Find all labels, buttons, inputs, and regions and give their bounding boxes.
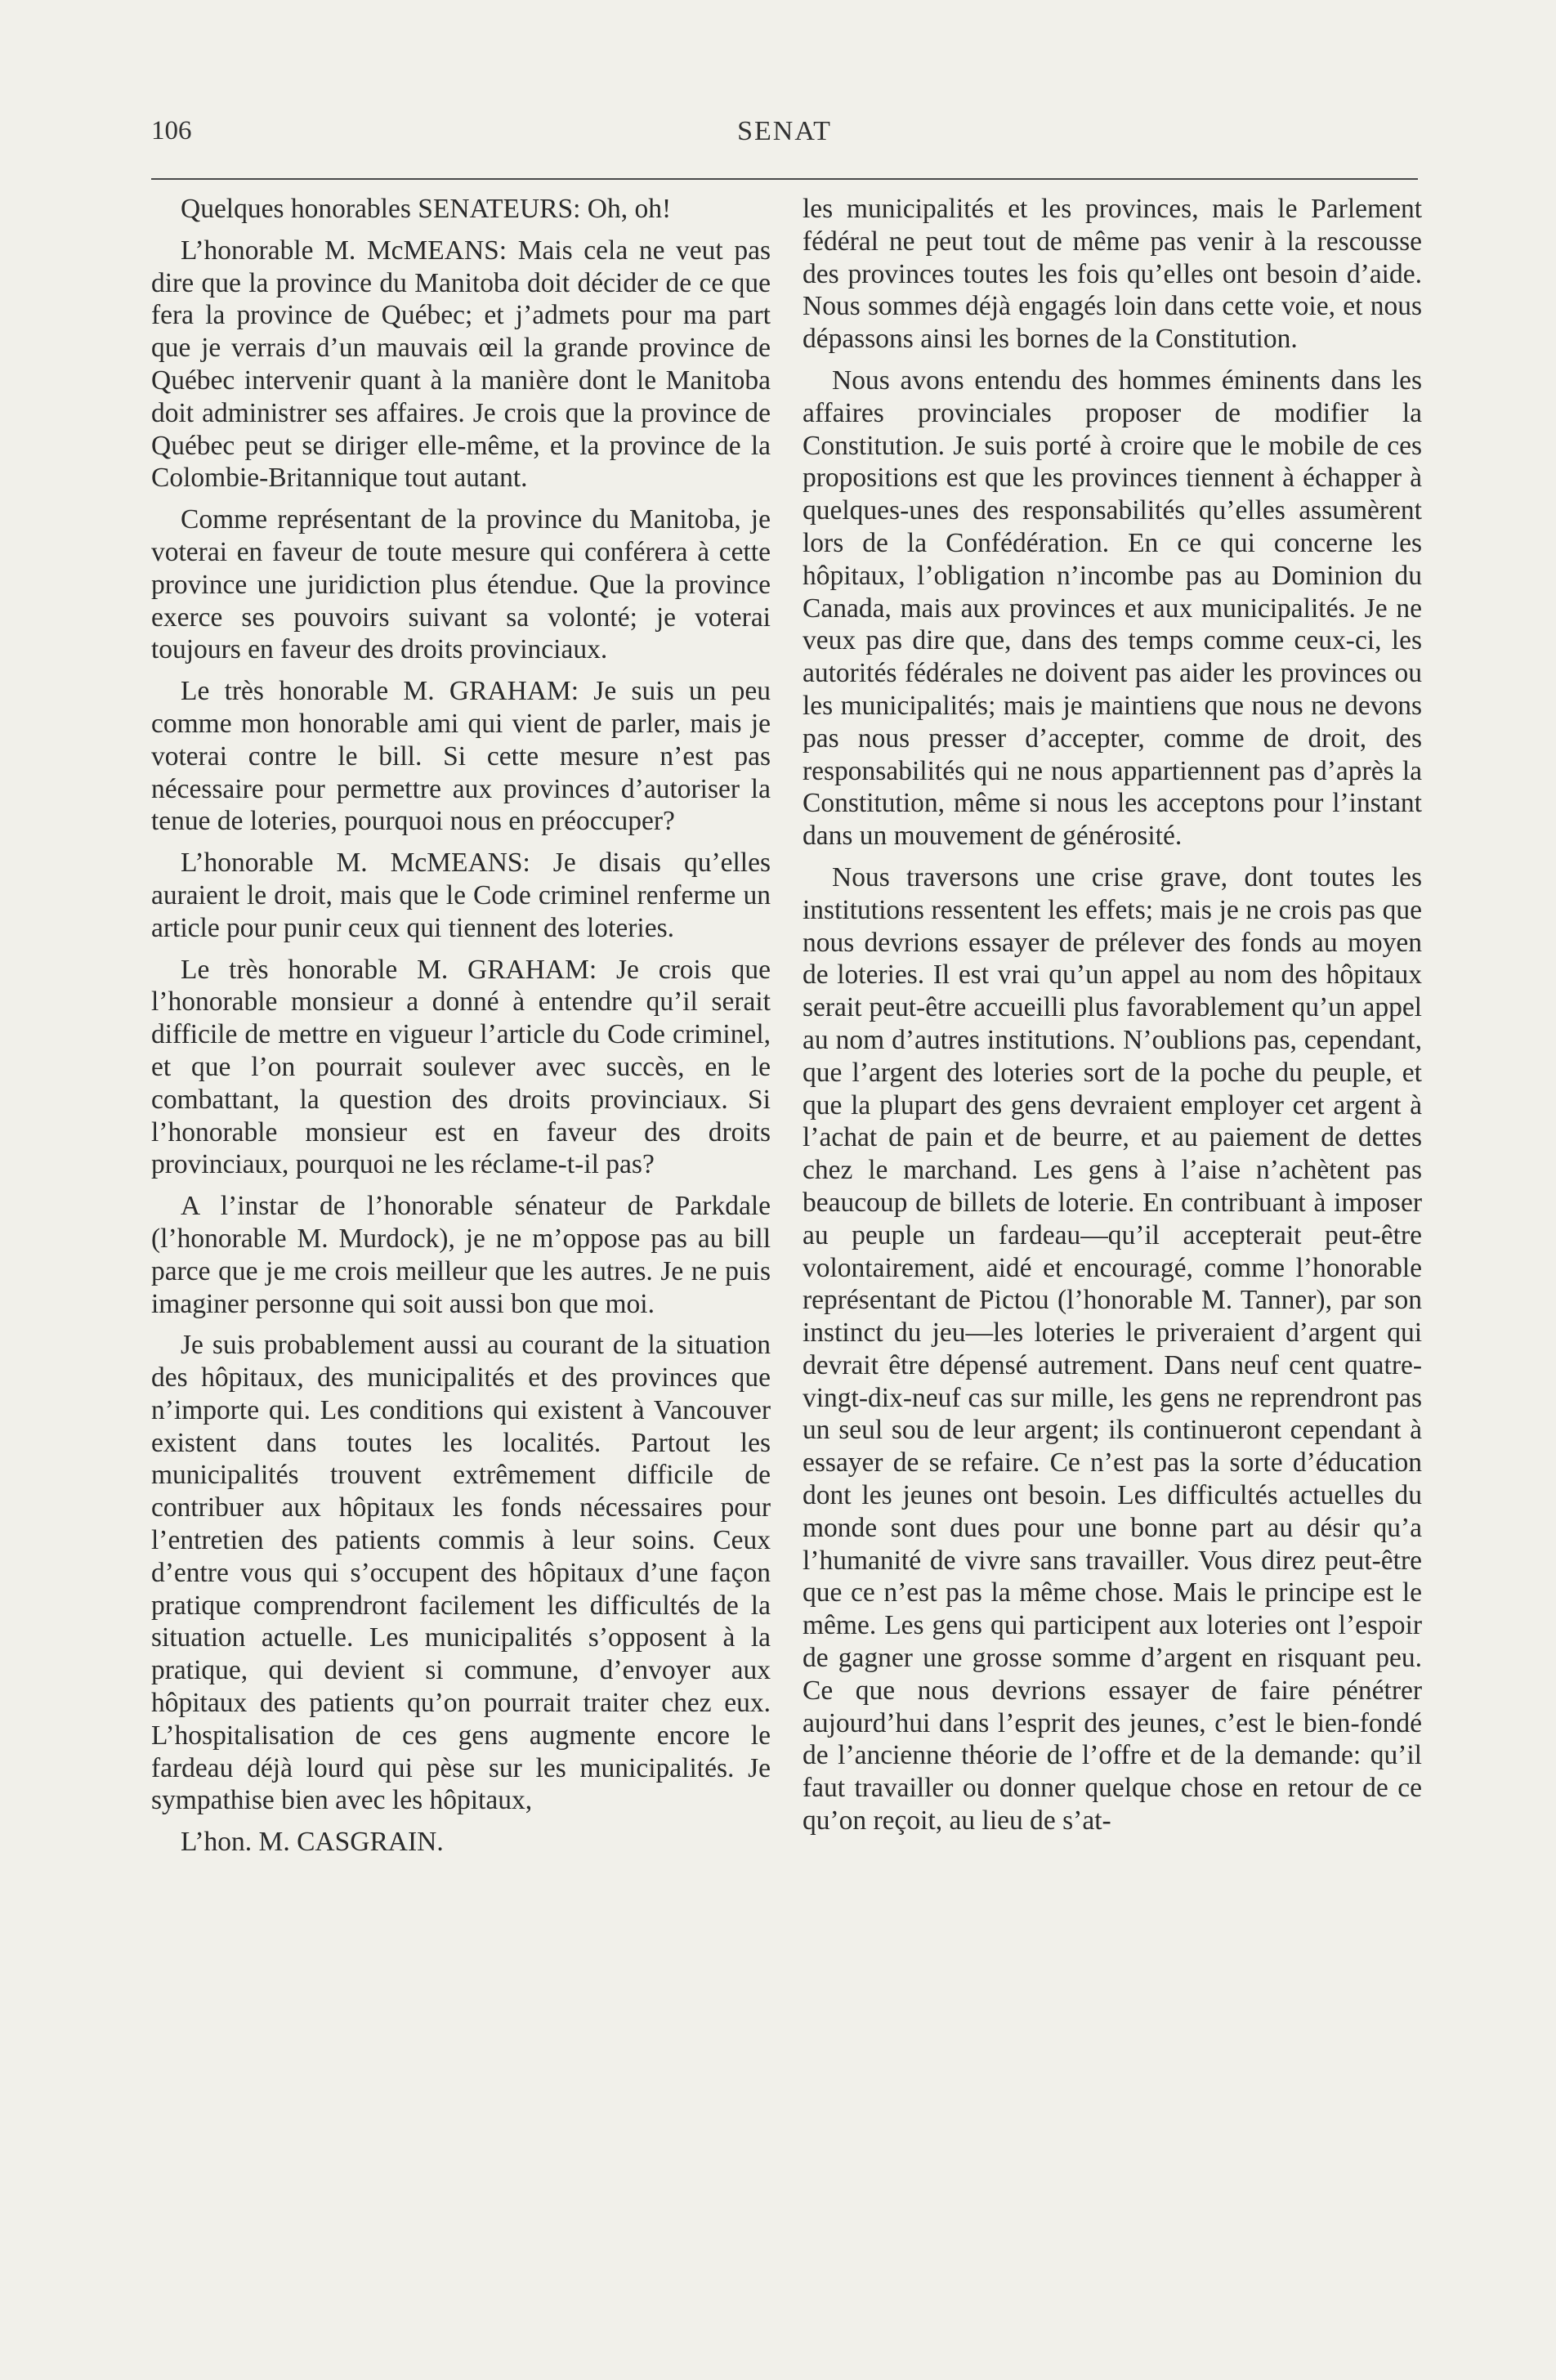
paragraph: Le très honorable M. GRAHAM: Je crois que l’honorable monsieur a donné à entendre qu’il serait difficile de mettre en vigueur l’article du Code criminel, et que l’on pourrait soulever avec succès, en le combattant, la question des droits provinciaux. Si l’honorable monsieur est en faveur des droits provinciaux, pourquoi ne les réclame-t-il pas? (151, 954, 771, 1180)
paragraph: Le très honorable M. GRAHAM: Je suis un peu comme mon honorable ami qui vient de parler, mais je voterai contre le bill. Si cette mesure n’est pas nécessaire pour permettre aux provinces d’autoriser la tenue de loteries, pourquoi nous en préoccuper? (151, 676, 771, 837)
paragraph: Quelques honorables SENATEURS: Oh, oh! (181, 194, 672, 224)
right-column (803, 193, 1422, 1837)
page-header (151, 116, 1418, 157)
header-rule (151, 178, 1418, 180)
paragraph: Nous traversons une crise grave, dont toutes les institutions ressentent les effets; mais je ne crois pas que nous devrions essayer de prélever des fonds au moyen de loteries. Il est vrai qu’un appel au nom des hôpitaux serait peut-être accueilli plus favorablement qu’un appel au nom d’autres institutions. N’oublions pas, cependant, que l’argent des loteries sort de la poche du peuple, et que la plupart des gens devraient employer cet argent à l’achat de pain et de beurre, et au paiement de dettes chez le marchand. Les gens à l’aise n’achètent pas beaucoup de billets de loterie. En contribuant à imposer au peuple un fardeau—qu’il accepterait peut-être volontairement, aidé et encouragé, comme l’honorable représentant de Pictou (l’honorable M. Tanner), par son instinct du jeu—les loteries le priveraient d’argent qui devrait être dépensé autrement. Dans neuf cent quatre-vingt-dix-neuf cas sur mille, les gens ne reprendront pas un seul sou de leur argent; ils continueront cependant à essayer de se refaire. Ce n’est pas la sorte d’éducation dont les jeunes ont besoin. Les difficultés actuelles du monde sont dues pour une bonne part au désir qu’a l’humanité de vivre sans travailler. Vous direz peut-être que ce n’est pas la même chose. Mais le principe est le même. Les gens qui participent aux loteries ont l’espoir de gagner une grosse somme d’argent en risquant peu. Ce que nous devrions essayer de faire pénétrer aujourd’hui dans l’esprit des jeunes, c’est le bien-fondé de l’ancienne théorie de l’offre et de la demande: qu’il faut travailler ou donner quelque chose en retour de ce qu’on reçoit, au lieu de s’at- (803, 861, 1422, 1836)
page-number: 106 (151, 116, 192, 145)
paragraph: les municipalités et les provinces, mais le Parlement fédéral ne peut tout de même pas venir à la rescousse des provinces toutes les fois qu’elles ont besoin d’aide. Nous sommes déjà engagés loin dans cette voie, et nous dépassons ainsi les bornes de la Constitution. (803, 194, 1422, 355)
left-column (151, 193, 771, 1859)
paragraph: L’honorable M. McMEANS: Je disais qu’elles auraient le droit, mais que le Code criminel renferme un article pour punir ceux qui tiennent des loteries. (151, 848, 771, 943)
running-head: SENAT (737, 116, 832, 146)
paragraph: A l’instar de l’honorable sénateur de Parkdale (l’honorable M. Murdock), je ne m’oppose pas au bill parce que je me crois meilleur que les autres. Je ne puis imaginer personne qui soit aussi bon que moi. (151, 1191, 771, 1319)
footer-speaker-attribution: L’hon. M. CASGRAIN. (181, 1827, 444, 1858)
paragraph: Je suis probablement aussi au courant de la situation des hôpitaux, des municipalités et des provinces que n’importe qui. Les conditions qui existent à Vancouver existent dans toutes les localités. Partout les municipalités trouvent extrêmement difficile de contribuer aux hôpitaux les fonds nécessaires pour l’entretien des patients commis à leur soins. Ceux d’entre vous qui s’occupent des hôpitaux d’une façon pratique comprendront facilement les difficultés de la situation actuelle. Les municipalités s’opposent à la pratique, qui devient si commune, d’envoyer aux hôpitaux des patients qu’on pourrait traiter chez eux. L’hospitalisation de ces gens augmente encore le fardeau déjà lourd qui pèse sur les municipalités. Je sympathise bien avec les hôpitaux, (151, 1330, 771, 1816)
paragraph: L’honorable M. McMEANS: Mais cela ne veut pas dire que la province du Manitoba doit décider de ce que fera la province de Québec; et j’admets pour ma part que je verrais d’un mauvais œil la grande province de Québec intervenir quant à la manière dont le Manitoba doit administrer ses affaires. Je crois que la province de Québec peut se diriger elle-même, et la province de la Colombie-Britannique tout autant. (151, 235, 771, 494)
paragraph: Comme représentant de la province du Manitoba, je voterai en faveur de toute mesure qui conférera à cette province une juridiction plus étendue. Que la province exerce ses pouvoirs suivant sa volonté; je voterai toujours en faveur des droits provinciaux. (151, 504, 771, 665)
paragraph: Nous avons entendu des hommes éminents dans les affaires provinciales proposer de modifier la Constitution. Je suis porté à croire que le mobile de ces propositions est que les provinces tiennent à échapper à quelques-unes des responsabilités qu’elles assumèrent lors de la Confédération. En ce qui concerne les hôpitaux, l’obligation n’incombe pas au Dominion du Canada, mais aux provinces et aux municipalités. Je ne veux pas dire que, dans des temps comme ceux-ci, les autorités fédérales ne doivent pas aider les provinces ou les municipalités; mais je maintiens que nous ne devons pas nous presser d’accepter, comme de droit, des responsabilités qui ne nous appartiennent pas d’après la Constitution, même si nous les acceptons pour l’instant dans un mouvement de générosité. (803, 365, 1422, 852)
